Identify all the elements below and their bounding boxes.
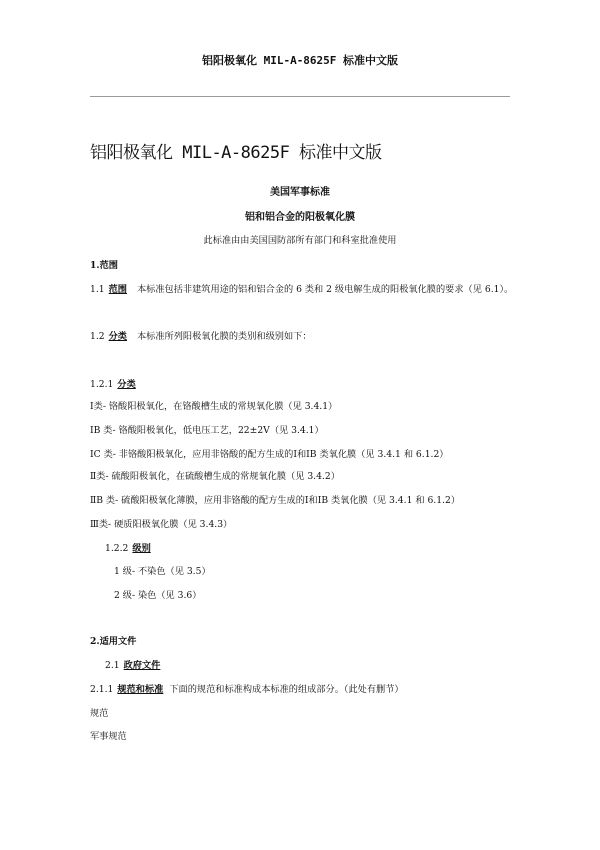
list-item-type-1b: ⅠB 类- 铬酸阳极氧化，低电压工艺，22±2V（见 3.4.1） — [90, 425, 324, 436]
topic-subtitle: 铝和铝合金的阳极氧化膜 — [245, 212, 355, 223]
clause-number: 1.1 — [90, 284, 105, 295]
clause-label: 分类 — [108, 331, 127, 342]
clause-text: 本标准所列阳极氧化膜的类别和级别如下： — [137, 331, 312, 342]
list-item-type-3: Ⅲ类- 硬质阳极氧化膜（见 3.4.3） — [90, 519, 233, 530]
document-title: 铝阳极氧化 MIL-A-8625F 标准中文版 — [90, 143, 382, 163]
list-item-type-1c: ⅠC 类- 非铬酸阳极氧化，应用非铬酸的配方生成的Ⅰ和ⅠB 类氧化膜（见 3.4.1 和 6.1.2） — [90, 449, 449, 460]
clause-label: 范围 — [108, 284, 127, 295]
list-item-type-2: Ⅱ类- 硫酸阳极氧化，在硫酸槽生成的常规氧化膜（见 3.4.2） — [90, 471, 340, 482]
paragraph-1-2-1 — [90, 376, 136, 390]
clause-label: 级别 — [132, 543, 151, 554]
clause-text: 本标准包括非建筑用途的铝和铝合金的 6 类和 2 级电解生成的阳极氧化膜的要求（见 6.1）。 — [137, 284, 514, 295]
line-specifications: 规范 — [90, 708, 109, 719]
clause-label: 规范和标准 — [117, 684, 164, 695]
clause-number: 1.2.1 — [90, 379, 114, 390]
clause-number: 1.2.2 — [105, 543, 129, 554]
paragraph-2-1 — [105, 657, 160, 671]
list-item-type-2b: ⅡB 类- 硫酸阳极氧化薄膜，应用非铬酸的配方生成的Ⅰ和ⅠB 类氧化膜（见 3.4.1 和 6.1.2） — [90, 495, 461, 506]
header-divider — [90, 96, 510, 97]
approval-note: 此标准由由美国国防部所有部门和科室批准使用 — [203, 235, 397, 246]
clause-label: 分类 — [117, 379, 136, 390]
clause-number: 1.2 — [90, 331, 105, 342]
section-2-heading: 2.适用文件 — [90, 636, 137, 647]
section-1-heading: 1.范围 — [90, 260, 118, 271]
running-header-title: 铝阳极氧化 MIL-A-8625F 标准中文版 — [201, 54, 399, 67]
clause-number: 2.1.1 — [90, 684, 114, 695]
paragraph-2-1-1 — [90, 681, 404, 695]
paragraph-1-1 — [90, 281, 513, 295]
list-item-type-1: Ⅰ类- 铬酸阳极氧化，在铬酸槽生成的常规氧化膜（见 3.4.1） — [90, 401, 338, 412]
clause-number: 2.1 — [105, 660, 120, 671]
list-item-grade-1: 1 级- 不染色（见 3.5） — [114, 566, 211, 577]
paragraph-1-2-2 — [105, 540, 151, 554]
clause-text: 下面的规范和标准构成本标准的组成部分。（此处有删节） — [169, 684, 404, 695]
paragraph-1-2 — [90, 328, 312, 342]
clause-label: 政府文件 — [123, 660, 161, 671]
standard-subtitle: 美国军事标准 — [270, 187, 330, 198]
line-military-specifications: 军事规范 — [90, 731, 127, 742]
list-item-grade-2: 2 级- 染色（见 3.6） — [114, 590, 202, 601]
